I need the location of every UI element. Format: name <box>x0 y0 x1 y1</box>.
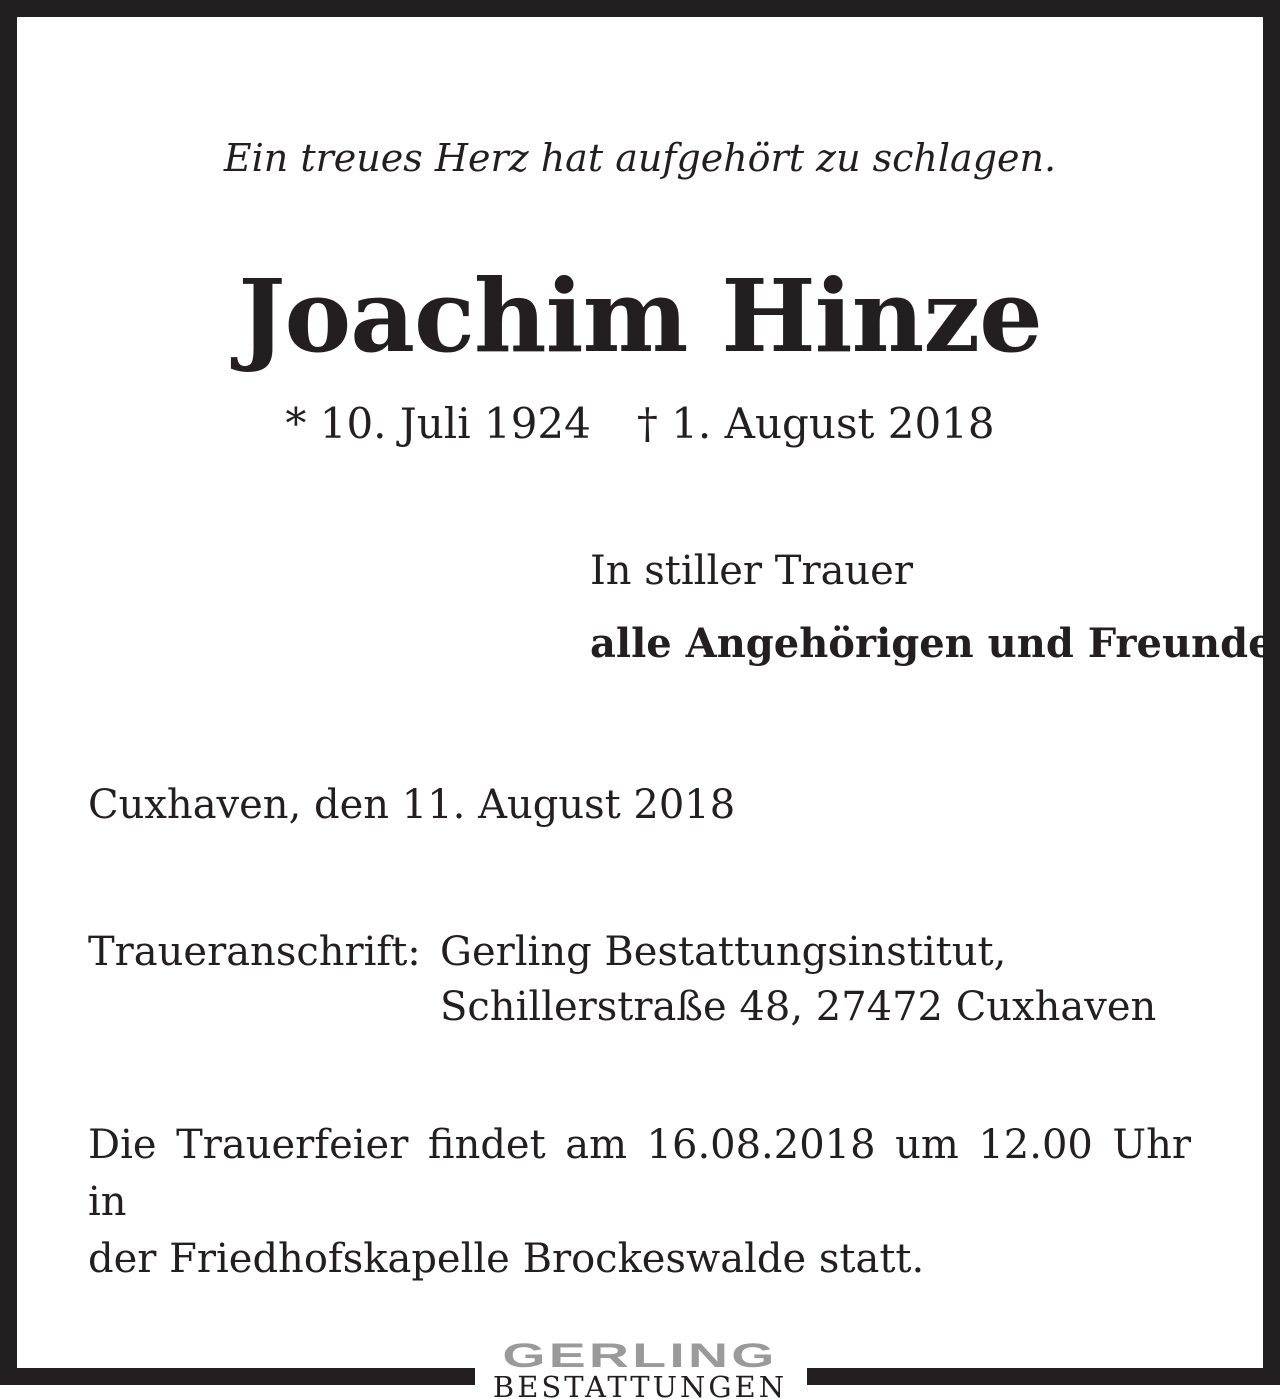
mourners: alle Angehörigen und Freunde <box>590 620 1274 667</box>
ceremony-line: der Friedhofskapelle Brockeswalde statt. <box>88 1236 925 1282</box>
mourning-address-label: Traueranschrift: <box>88 929 421 975</box>
place-date-line: Cuxhaven, den 11. August 2018 <box>88 782 736 828</box>
life-dates <box>0 399 1280 449</box>
frame-border-left <box>0 0 17 1385</box>
logo-tagline: BESTATTUNGEN <box>492 1370 788 1399</box>
address-line: Gerling Bestattungsinstitut, <box>440 929 1007 975</box>
logo-wordmark: GERLING <box>502 1337 778 1375</box>
mourning-block <box>590 547 1274 668</box>
mourning-intro: In stiller Trauer <box>590 548 913 594</box>
funeral-home-logo <box>0 1339 1280 1399</box>
frame-border-right <box>1263 0 1280 1385</box>
ceremony-line: Die Trauerfeier findet am 16.08.2018 um 12.00 Uhr in <box>88 1122 1191 1225</box>
mourning-address <box>440 925 1156 1035</box>
deceased-name: Joachim Hinze <box>238 257 1042 375</box>
death-date: † 1. August 2018 <box>636 399 995 448</box>
frame-border-top <box>0 0 1280 17</box>
epigraph: Ein treues Herz hat aufgehört zu schlagen. <box>223 136 1057 180</box>
address-line: Schillerstraße 48, 27472 Cuxhaven <box>440 984 1157 1030</box>
ceremony-info <box>88 1117 1191 1288</box>
birth-date: * 10. Juli 1924 <box>285 399 591 448</box>
